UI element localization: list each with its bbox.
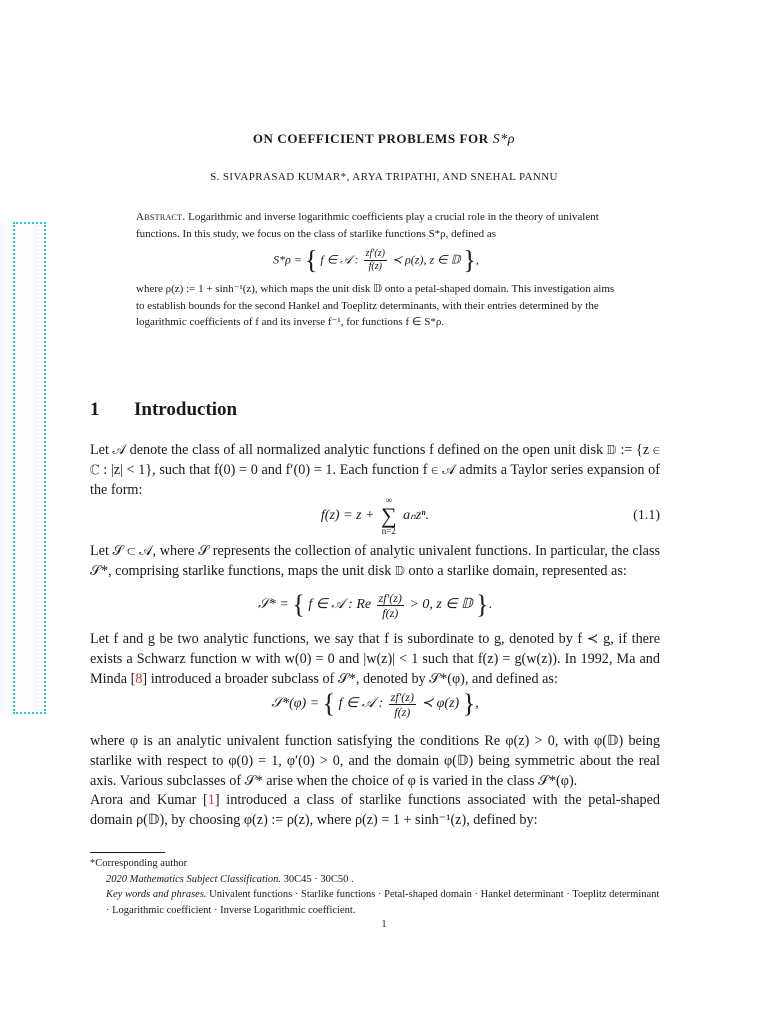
paragraph-5: Arora and Kumar [1] introduced a class of starlike functions associated with the petal-shaped domain ρ(𝔻), by choosing φ(z) := ρ(z), where ρ(z) = 1 + sinh⁻¹(z), defined by: [90, 792, 660, 828]
abstract-equation: S*ρ = { f ∈ 𝒜 : $\frac{zf'(z)}{f(z)}$ ≺ ρ(z), z ∈ 𝔻 }, [273, 245, 479, 275]
section-title: Introduction [134, 399, 238, 420]
paper-title [0, 131, 768, 148]
equation-1-1: f(z) = z + ∞ ∑ n=2 aₙzⁿ. (1.1) [320, 495, 660, 536]
title-text: ON COEFFICIENT PROBLEMS FOR [252, 131, 489, 146]
abstract-eq-fraction: $\frac{zf'(z)}{f(z)}$ [365, 248, 385, 272]
abstract-eq-right: ≺ ρ(z), z ∈ 𝔻 [391, 252, 461, 267]
citation-link[interactable]: 8 [135, 671, 143, 687]
equation-starlike-class: 𝒮* = { f ∈ 𝒜 : Re $\frac{zf'(z)}{f(z)}$ > 0, z ∈ 𝔻 }. [258, 590, 492, 620]
abstract-text-1: Logarithmic and inverse logarithmic coefficients play a crucial role in the theory of univalent functions. In this study, we focus on the class of starlike functions S*ρ, defined as [136, 211, 599, 240]
paragraph-3: Let f and g be two analytic functions, we say that f is subordinate to g, denoted by f ≺ g, if there exists a Schwarz function w with w(0) = 0 and |w(z)| < 1 such that f(z) = g(w(z)). In 1992, Ma and Minda [8] introduced a broader subclass of 𝒮*, denoted by 𝒮*(φ), and defined as: [90, 631, 660, 687]
page-number: 1 [381, 919, 387, 930]
citation-link[interactable]: 1 [207, 792, 215, 808]
footnotes [90, 856, 660, 918]
section-heading [90, 399, 237, 421]
equation-number: (1.1) [633, 508, 660, 523]
abstract-heading: Abstract. [136, 211, 186, 223]
footnote-keywords: Key words and phrases. Univalent functions · Starlike functions · Petal-shaped domain · Hankel determinant · Toeplitz determinant · Logarithmic coefficient · Inverse Logarithmic coefficient. [106, 889, 660, 916]
equation-ma-minda-class: 𝒮*(φ) = { f ∈ 𝒜 : $\frac{zf'(z)}{f(z)}$ ≺ φ(z) }, [271, 689, 479, 719]
footnote-msc: 2020 Mathematics Subject Classification. 30C45 · 30C50 . [106, 873, 354, 885]
abstract-eq-set: f ∈ 𝒜 : [320, 252, 359, 267]
title-symbol: S*ρ [492, 132, 516, 147]
footnote-rule [90, 852, 165, 853]
summation-symbol: ∞ ∑ n=2 [380, 495, 397, 536]
abstract-text-2: where ρ(z) := 1 + sinh⁻¹(z), which maps the unit disk 𝔻 onto a petal-shaped domain. This investigation aims to establish bounds for the second Hankel and Toeplitz determinants, with their entries determined by the logarithmic coefficients of f and its inverse f⁻¹, for functions f ∈ S*ρ. [136, 283, 615, 328]
abstract-eq-left: S*ρ = [273, 252, 302, 267]
footnote-corresponding: *Corresponding author [90, 858, 188, 869]
paragraph-2: Let 𝒮 ⊂ 𝒜, where 𝒮 represents the collection of analytic univalent functions. In particular, the class 𝒮*, comprising starlike functions, maps the unit disk 𝔻 onto a starlike domain, represented as: [90, 543, 660, 579]
author-list: S. SIVAPRASAD KUMAR*, ARYA TRIPATHI, AND SNEHAL PANNU [210, 171, 558, 183]
abstract [136, 209, 616, 331]
section-number: 1 [90, 399, 100, 420]
paragraph-4: where φ is an analytic univalent function satisfying the conditions Re φ(z) > 0, with φ(𝔻) being starlike with respect to φ(0) = 1, φ′(0) > 0, and the domain φ(𝔻) being symmetric about the real axis. Various subclasses of 𝒮* arise when the choice of φ is varied in the class 𝒮*(φ). [90, 733, 660, 789]
paragraph-1: Let 𝒜 denote the class of all normalized analytic functions f defined on the open unit disk 𝔻 := {z ∈ ℂ : |z| < 1}, such that f(0) = 0 and f′(0) = 1. Each function f ∈ 𝒜 admits a Taylor series expansion of the form: [90, 442, 660, 498]
margin-frame [13, 222, 46, 714]
